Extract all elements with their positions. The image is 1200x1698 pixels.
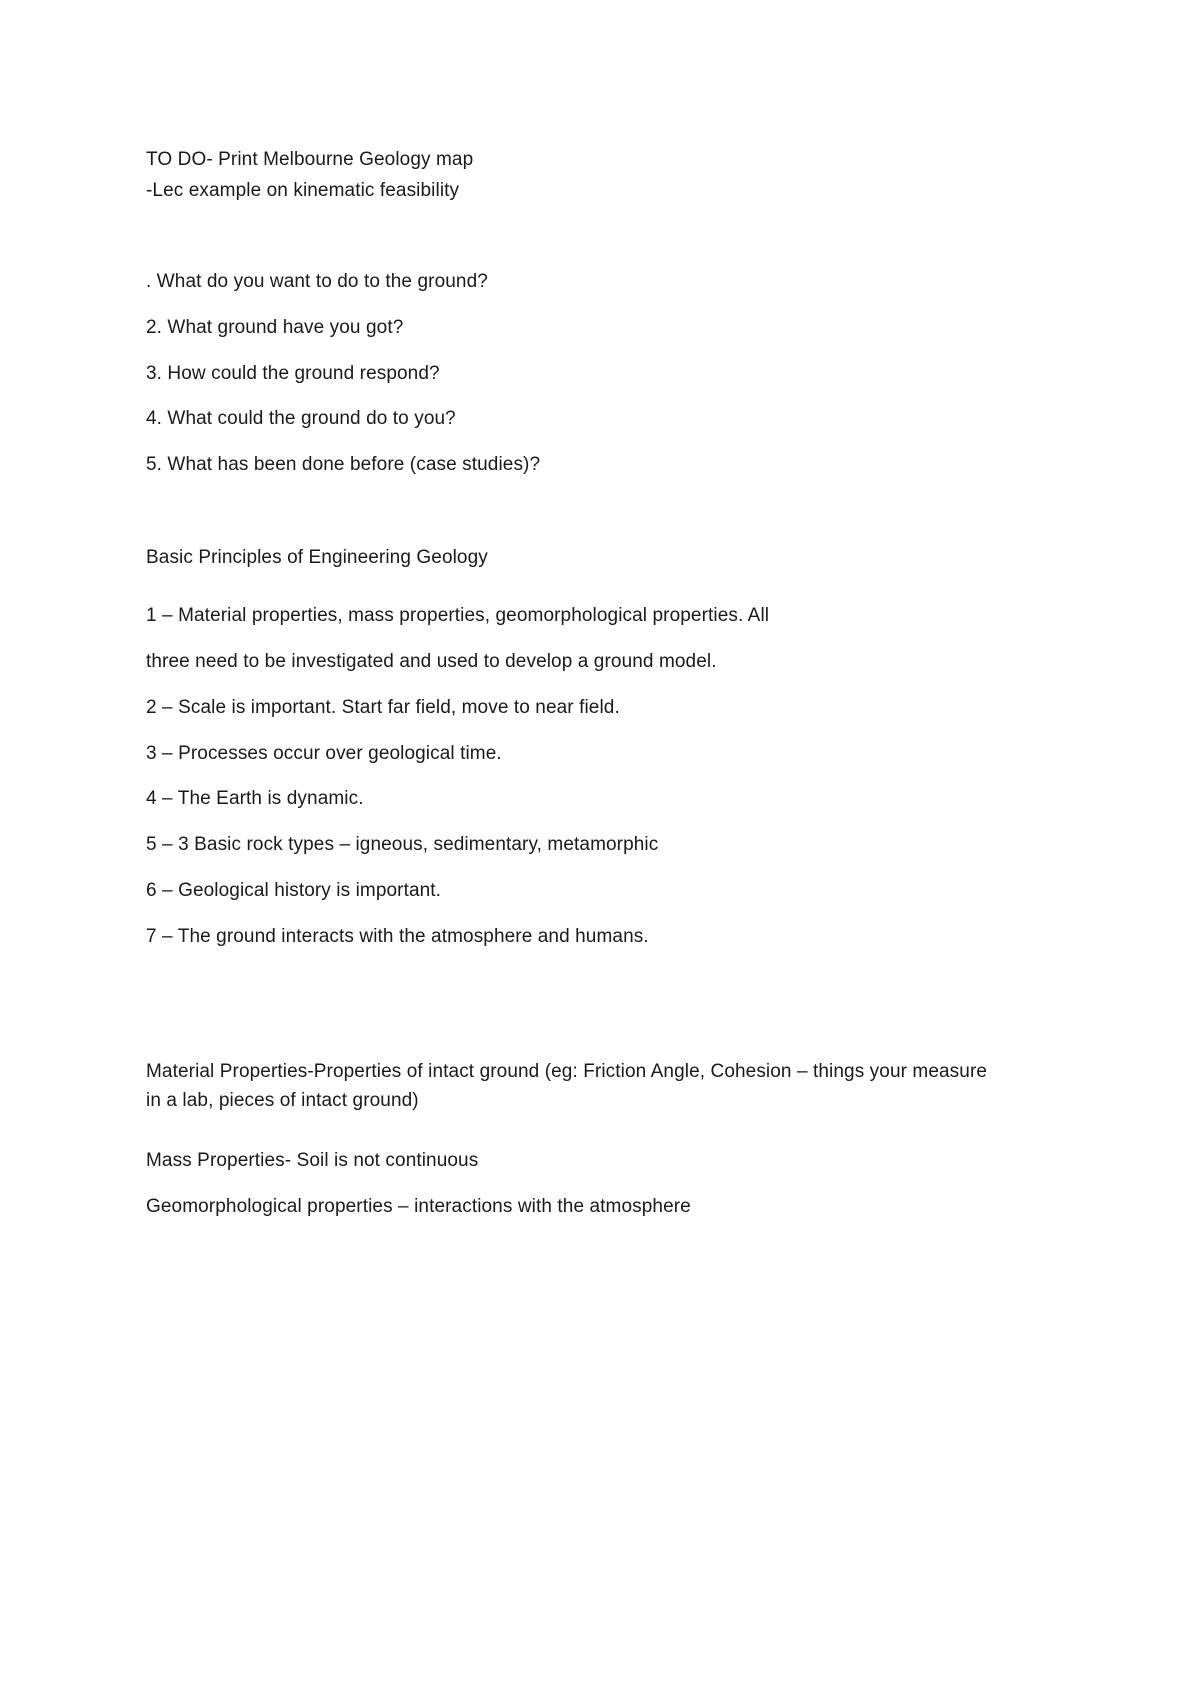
principle-item: three need to be investigated and used to develop a ground model. (146, 651, 717, 672)
mass-properties: Mass Properties- Soil is not continuous (146, 1150, 479, 1171)
material-properties-line-1: Material Properties-Properties of intact ground (eg: Friction Angle, Cohesion – things your measure (146, 1061, 988, 1082)
question-item: 5. What has been done before (case studies)? (146, 454, 541, 475)
principle-item: 5 – 3 Basic rock types – igneous, sedimentary, metamorphic (146, 834, 659, 855)
question-item: 2. What ground have you got? (146, 317, 404, 338)
principle-item: 4 – The Earth is dynamic. (146, 788, 364, 809)
question-item: 3. How could the ground respond? (146, 363, 440, 384)
material-properties-line-2: in a lab, pieces of intact ground) (146, 1090, 419, 1111)
todo-line-2: -Lec example on kinematic feasibility (146, 180, 460, 201)
question-item: 4. What could the ground do to you? (146, 408, 456, 429)
principles-heading: Basic Principles of Engineering Geology (146, 547, 488, 568)
principle-item: 1 – Material properties, mass properties, geomorphological properties. All (146, 605, 770, 626)
geomorphological-properties: Geomorphological properties – interactions with the atmosphere (146, 1196, 691, 1217)
question-item: . What do you want to do to the ground? (146, 271, 488, 292)
principle-item: 2 – Scale is important. Start far field, move to near field. (146, 697, 620, 718)
principle-item: 6 – Geological history is important. (146, 880, 442, 901)
principle-item: 7 – The ground interacts with the atmosphere and humans. (146, 926, 649, 947)
todo-line-1: TO DO- Print Melbourne Geology map (146, 149, 474, 170)
principle-item: 3 – Processes occur over geological time. (146, 743, 502, 764)
